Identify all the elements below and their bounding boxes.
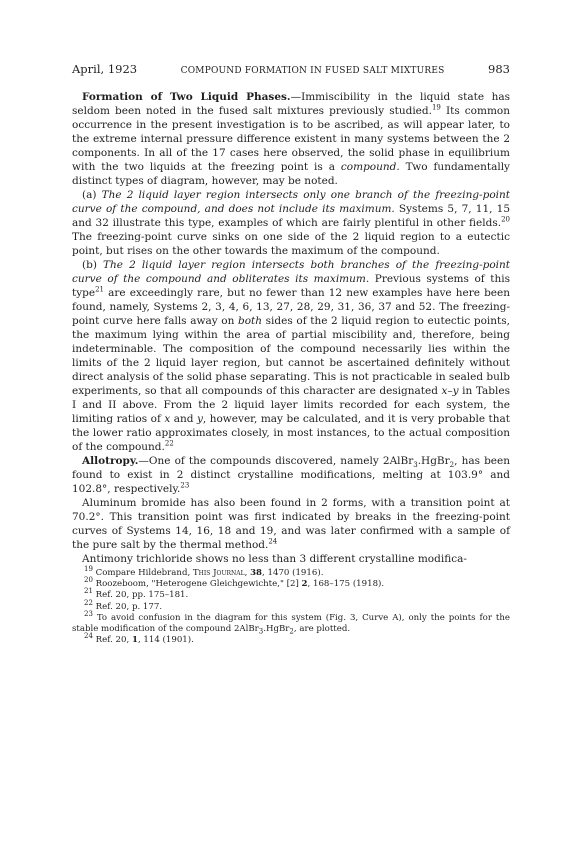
section-heading-allotropy: Allotropy. — [82, 455, 139, 467]
footnote-20: $^{20}$ Roozeboom, "Heterogene Gleichgewichte," [2] 2, 168–175 (1918). — [84, 576, 385, 590]
footnote-ref-19: 19 — [431, 103, 441, 112]
footnote-19: $^{19}$ Compare Hildebrand, This Journal, 38, 1470 (1916). — [84, 565, 324, 578]
issue-date: April, 1923 — [72, 62, 138, 76]
page-number: 983 — [488, 62, 510, 76]
journal-page — [72, 62, 510, 646]
footnote-22: $^{22}$ Ref. 20, p. 177. — [84, 598, 163, 612]
paragraph-aluminum-bromide: Aluminum bromide has also been found in 2 forms, with a transition point at 70.2°. This transition point was first indicated by breaks in the freezing-point curves of Systems 14, 16, 18 and 19, and was later confirmed with a sample of the pure salt by the thermal method.$^{24}$ — [72, 497, 510, 551]
paragraph-antimony-trichloride: Antimony trichloride shows no less than 3 different crystalline modifica- — [82, 553, 467, 565]
footnote-ref-24: 24 — [268, 537, 278, 546]
footnote-ref-20: 20 — [501, 215, 510, 224]
running-head — [72, 62, 510, 76]
label-a: (a) — [82, 189, 97, 201]
label-b: (b) — [82, 259, 97, 271]
footnote-21: $^{21}$ Ref. 20, pp. 175–181. — [84, 587, 189, 601]
type-b-statement: The 2 liquid layer region intersects both branches of the freezing-point curve of the compound and obliterates its maximum. — [72, 259, 510, 285]
paragraph-two-liquid-phases: Formation of Two Liquid Phases.—Immiscibility in the liquid state has seldom been noted in the fused salt mixtures previously studied.$^{19}$ Its common occurrence in the present investigation is to be ascribed, as will appear later, to the extreme internal pressure difference existent in many systems between the 2 components. In all of the 17 cases here observed, the solid phase in equilibrium with the two liquids at the freezing point is a compound. Two fundamentally distinct types of diagram, however, may be noted. — [72, 91, 510, 187]
footnote-23: $^{23}$ To avoid confusion in the diagram for this system (Fig. 3, Curve A), only the points for the stable modification of the compound 2AlBr$_3$.HgBr$_2$, are plotted. — [72, 609, 510, 636]
paragraph-allotropy: Allotropy.—One of the compounds discovered, namely 2AlBr$_3$.HgBr$_2$, has been found to exist in 2 distinct crystalline modifications, melting at 103.9° and 102.8°, respectively.$^{23}$ — [72, 455, 510, 495]
footnote-ref-21: 21 — [95, 285, 105, 294]
footnotes — [72, 565, 510, 646]
paragraph-type-b: (b) The 2 liquid layer region intersects both branches of the freezing-point curve of the compound and obliterates its maximum. Previous systems of this type$^{21}$ are exceedingly rare, but no fewer than 12 new examples have here been found, namely, Systems 2, 3, 4, 6, 13, 27, 28, 29, 31, 36, 37 and 52. The freezing-point curve here falls away on both sides of the 2 liquid region to eutectic points, the maximum lying within the area of partial miscibility and, therefore, being indeterminable. The composition of the compound necessarily lies within the limits of the 2 liquid layer region, but cannot be ascertained definitely without direct analysis of the solid phase separating. This is not practicable in sealed bulb experiments, so that all compounds of this character are designated x–y in Tables I and II above. From the 2 liquid layer limits recorded for each system, the limiting ratios of x and y, however, may be calculated, and it is very probable that the lower ratio approximates closely, in most instances, to the actual composition of the compound.$^{22}$ — [72, 259, 511, 453]
footnote-ref-22: 22 — [164, 439, 174, 448]
footnote-24: $^{24}$ Ref. 20, 1, 114 (1901). — [84, 632, 194, 646]
section-heading-two-liquid-phases: Formation of Two Liquid Phases. — [82, 91, 291, 103]
footnote-ref-23: 23 — [180, 481, 190, 490]
running-title: COMPOUND FORMATION IN FUSED SALT MIXTURES — [180, 66, 445, 76]
paragraph-type-a: (a) The 2 liquid layer region intersects only one branch of the freezing-point curve of the compound, and does not include its maximum. Systems 5, 7, 11, 15 and 32 illustrate this type, examples of which are fairly plentiful in other fields.$^{20}$ The freezing-point curve sinks on one side of the 2 liquid region to a eutectic point, but rises on the other towards the maximum of the compound. — [72, 189, 511, 257]
type-a-statement: The 2 liquid layer region intersects only one branch of the freezing-point curve of the compound, and does not include its maximum. — [72, 189, 510, 215]
